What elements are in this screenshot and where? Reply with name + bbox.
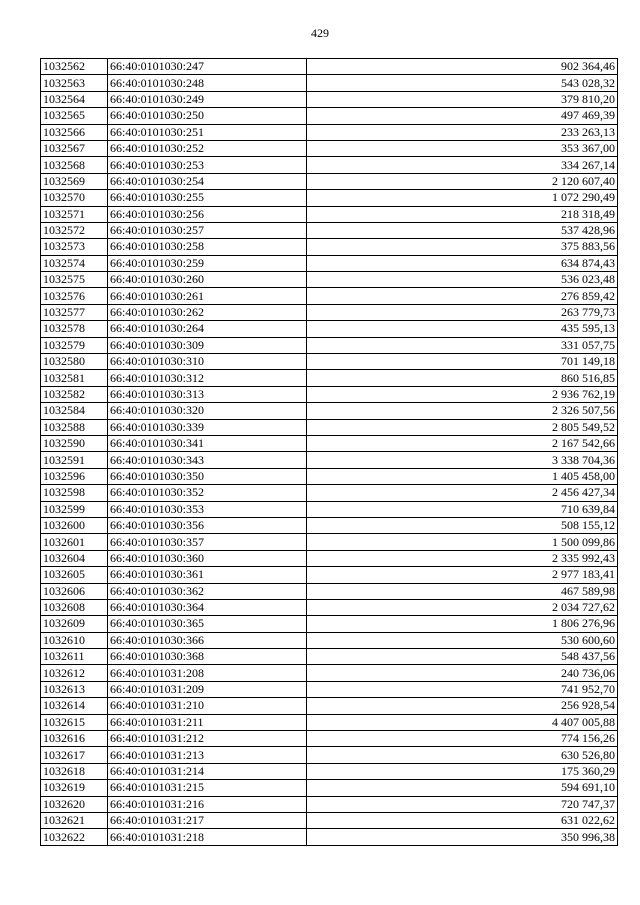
cadastral-value-cell: 630 526,80 xyxy=(307,747,618,763)
table-row xyxy=(41,517,618,533)
table-row xyxy=(41,288,618,304)
row-number-cell: 1032615 xyxy=(41,714,108,730)
table-row xyxy=(41,796,618,812)
cadastral-number-cell: 66:40:0101031:208 xyxy=(108,665,307,681)
cadastral-value-cell: 375 883,56 xyxy=(307,239,618,255)
cadastral-value-cell: 2 456 427,34 xyxy=(307,485,618,501)
row-number-cell: 1032619 xyxy=(41,780,108,796)
cadastral-value-cell: 1 500 099,86 xyxy=(307,534,618,550)
cadastral-value-cell: 1 806 276,96 xyxy=(307,616,618,632)
row-number-cell: 1032570 xyxy=(41,190,108,206)
cadastral-number-cell: 66:40:0101031:211 xyxy=(108,714,307,730)
cadastral-number-cell: 66:40:0101031:215 xyxy=(108,780,307,796)
cadastral-value-cell: 537 428,96 xyxy=(307,222,618,238)
row-number-cell: 1032574 xyxy=(41,255,108,271)
row-number-cell: 1032578 xyxy=(41,321,108,337)
row-number-cell: 1032606 xyxy=(41,583,108,599)
row-number-cell: 1032605 xyxy=(41,567,108,583)
cadastral-value-cell: 634 874,43 xyxy=(307,255,618,271)
row-number-cell: 1032601 xyxy=(41,534,108,550)
cadastral-number-cell: 66:40:0101030:343 xyxy=(108,452,307,468)
table-row xyxy=(41,649,618,665)
cadastral-number-cell: 66:40:0101030:258 xyxy=(108,239,307,255)
cadastral-value-cell: 467 589,98 xyxy=(307,583,618,599)
table-row xyxy=(41,812,618,828)
cadastral-value-cell: 543 028,32 xyxy=(307,75,618,91)
cadastral-number-cell: 66:40:0101030:248 xyxy=(108,75,307,91)
cadastral-value-cell: 860 516,85 xyxy=(307,370,618,386)
table-row xyxy=(41,780,618,796)
cadastral-number-cell: 66:40:0101030:365 xyxy=(108,616,307,632)
row-number-cell: 1032600 xyxy=(41,517,108,533)
cadastral-number-cell: 66:40:0101031:212 xyxy=(108,731,307,747)
table-row xyxy=(41,501,618,517)
table-row xyxy=(41,304,618,320)
cadastral-number-cell: 66:40:0101031:210 xyxy=(108,698,307,714)
cadastral-value-cell: 379 810,20 xyxy=(307,91,618,107)
row-number-cell: 1032567 xyxy=(41,140,108,156)
table-row xyxy=(41,665,618,681)
row-number-cell: 1032591 xyxy=(41,452,108,468)
cadastral-number-cell: 66:40:0101030:253 xyxy=(108,157,307,173)
table-row xyxy=(41,731,618,747)
table-row xyxy=(41,714,618,730)
row-number-cell: 1032622 xyxy=(41,829,108,845)
cadastral-number-cell: 66:40:0101030:320 xyxy=(108,403,307,419)
row-number-cell: 1032621 xyxy=(41,812,108,828)
cadastral-value-cell: 4 407 005,88 xyxy=(307,714,618,730)
cadastral-value-cell: 2 805 549,52 xyxy=(307,419,618,435)
cadastral-value-cell: 536 023,48 xyxy=(307,272,618,288)
cadastral-number-cell: 66:40:0101030:254 xyxy=(108,173,307,189)
row-number-cell: 1032569 xyxy=(41,173,108,189)
table-row xyxy=(41,419,618,435)
cadastral-number-cell: 66:40:0101030:262 xyxy=(108,304,307,320)
table-row xyxy=(41,435,618,451)
row-number-cell: 1032577 xyxy=(41,304,108,320)
cadastral-value-cell: 3 338 704,36 xyxy=(307,452,618,468)
cadastral-number-cell: 66:40:0101030:247 xyxy=(108,59,307,75)
table-row xyxy=(41,534,618,550)
cadastral-number-cell: 66:40:0101030:361 xyxy=(108,567,307,583)
cadastral-number-cell: 66:40:0101030:264 xyxy=(108,321,307,337)
cadastral-value-cell: 240 736,06 xyxy=(307,665,618,681)
row-number-cell: 1032573 xyxy=(41,239,108,255)
cadastral-value-cell: 276 859,42 xyxy=(307,288,618,304)
row-number-cell: 1032608 xyxy=(41,599,108,615)
table-row xyxy=(41,222,618,238)
table-row xyxy=(41,140,618,156)
cadastral-value-cell: 2 977 183,41 xyxy=(307,567,618,583)
cadastral-value-cell: 2 335 992,43 xyxy=(307,550,618,566)
row-number-cell: 1032614 xyxy=(41,698,108,714)
cadastral-value-cell: 594 691,10 xyxy=(307,780,618,796)
table-row xyxy=(41,567,618,583)
row-number-cell: 1032598 xyxy=(41,485,108,501)
cadastral-number-cell: 66:40:0101030:257 xyxy=(108,222,307,238)
table-row xyxy=(41,91,618,107)
table-row xyxy=(41,386,618,402)
cadastral-number-cell: 66:40:0101030:362 xyxy=(108,583,307,599)
cadastral-value-cell: 2 326 507,56 xyxy=(307,403,618,419)
cadastral-number-cell: 66:40:0101030:250 xyxy=(108,108,307,124)
table-row xyxy=(41,403,618,419)
table-row xyxy=(41,599,618,615)
cadastral-value-cell: 263 779,73 xyxy=(307,304,618,320)
table-row xyxy=(41,59,618,75)
cadastral-value-cell: 902 364,46 xyxy=(307,59,618,75)
cadastral-number-cell: 66:40:0101031:216 xyxy=(108,796,307,812)
row-number-cell: 1032582 xyxy=(41,386,108,402)
table-row xyxy=(41,157,618,173)
row-number-cell: 1032613 xyxy=(41,681,108,697)
row-number-cell: 1032579 xyxy=(41,337,108,353)
row-number-cell: 1032617 xyxy=(41,747,108,763)
row-number-cell: 1032588 xyxy=(41,419,108,435)
table-row xyxy=(41,190,618,206)
cadastral-number-cell: 66:40:0101031:218 xyxy=(108,829,307,845)
cadastral-value-cell: 331 057,75 xyxy=(307,337,618,353)
cadastral-value-cell: 353 367,00 xyxy=(307,140,618,156)
cadastral-number-cell: 66:40:0101030:261 xyxy=(108,288,307,304)
cadastral-number-cell: 66:40:0101030:350 xyxy=(108,468,307,484)
cadastral-number-cell: 66:40:0101030:255 xyxy=(108,190,307,206)
row-number-cell: 1032590 xyxy=(41,435,108,451)
row-number-cell: 1032565 xyxy=(41,108,108,124)
cadastral-value-cell: 530 600,60 xyxy=(307,632,618,648)
row-number-cell: 1032562 xyxy=(41,59,108,75)
cadastral-value-cell: 710 639,84 xyxy=(307,501,618,517)
row-number-cell: 1032581 xyxy=(41,370,108,386)
table-row xyxy=(41,173,618,189)
table-row xyxy=(41,239,618,255)
cadastral-value-cell: 497 469,39 xyxy=(307,108,618,124)
row-number-cell: 1032568 xyxy=(41,157,108,173)
table-row xyxy=(41,583,618,599)
row-number-cell: 1032616 xyxy=(41,731,108,747)
cadastral-number-cell: 66:40:0101031:213 xyxy=(108,747,307,763)
cadastral-value-cell: 1 072 290,49 xyxy=(307,190,618,206)
row-number-cell: 1032576 xyxy=(41,288,108,304)
cadastral-value-cell: 2 936 762,19 xyxy=(307,386,618,402)
cadastral-value-table xyxy=(40,58,618,846)
table-row xyxy=(41,206,618,222)
cadastral-value-cell: 435 595,13 xyxy=(307,321,618,337)
row-number-cell: 1032566 xyxy=(41,124,108,140)
cadastral-number-cell: 66:40:0101030:357 xyxy=(108,534,307,550)
cadastral-number-cell: 66:40:0101030:313 xyxy=(108,386,307,402)
table-row xyxy=(41,485,618,501)
table-row xyxy=(41,354,618,370)
cadastral-value-cell: 720 747,37 xyxy=(307,796,618,812)
table-row xyxy=(41,255,618,271)
row-number-cell: 1032599 xyxy=(41,501,108,517)
row-number-cell: 1032610 xyxy=(41,632,108,648)
table-row xyxy=(41,75,618,91)
row-number-cell: 1032596 xyxy=(41,468,108,484)
table-row xyxy=(41,829,618,845)
row-number-cell: 1032584 xyxy=(41,403,108,419)
cadastral-number-cell: 66:40:0101031:214 xyxy=(108,763,307,779)
row-number-cell: 1032571 xyxy=(41,206,108,222)
row-number-cell: 1032611 xyxy=(41,649,108,665)
cadastral-value-cell: 1 405 458,00 xyxy=(307,468,618,484)
cadastral-value-cell: 508 155,12 xyxy=(307,517,618,533)
cadastral-number-cell: 66:40:0101030:360 xyxy=(108,550,307,566)
row-number-cell: 1032575 xyxy=(41,272,108,288)
cadastral-number-cell: 66:40:0101030:341 xyxy=(108,435,307,451)
table-row xyxy=(41,452,618,468)
row-number-cell: 1032620 xyxy=(41,796,108,812)
cadastral-number-cell: 66:40:0101030:256 xyxy=(108,206,307,222)
table-row xyxy=(41,321,618,337)
cadastral-number-cell: 66:40:0101031:209 xyxy=(108,681,307,697)
cadastral-value-cell: 218 318,49 xyxy=(307,206,618,222)
cadastral-value-cell: 774 156,26 xyxy=(307,731,618,747)
cadastral-number-cell: 66:40:0101030:312 xyxy=(108,370,307,386)
table-row xyxy=(41,272,618,288)
table-row xyxy=(41,747,618,763)
row-number-cell: 1032563 xyxy=(41,75,108,91)
table-row xyxy=(41,124,618,140)
table-row xyxy=(41,468,618,484)
table-body xyxy=(41,59,618,846)
cadastral-value-cell: 701 149,18 xyxy=(307,354,618,370)
row-number-cell: 1032580 xyxy=(41,354,108,370)
cadastral-value-cell: 175 360,29 xyxy=(307,763,618,779)
cadastral-value-cell: 350 996,38 xyxy=(307,829,618,845)
table-row xyxy=(41,632,618,648)
table-row xyxy=(41,108,618,124)
cadastral-number-cell: 66:40:0101030:366 xyxy=(108,632,307,648)
table-row xyxy=(41,698,618,714)
cadastral-number-cell: 66:40:0101030:352 xyxy=(108,485,307,501)
row-number-cell: 1032609 xyxy=(41,616,108,632)
cadastral-value-cell: 741 952,70 xyxy=(307,681,618,697)
cadastral-number-cell: 66:40:0101030:353 xyxy=(108,501,307,517)
cadastral-number-cell: 66:40:0101030:249 xyxy=(108,91,307,107)
cadastral-value-cell: 631 022,62 xyxy=(307,812,618,828)
cadastral-number-cell: 66:40:0101030:356 xyxy=(108,517,307,533)
cadastral-value-cell: 2 120 607,40 xyxy=(307,173,618,189)
row-number-cell: 1032572 xyxy=(41,222,108,238)
table-row xyxy=(41,681,618,697)
cadastral-number-cell: 66:40:0101030:310 xyxy=(108,354,307,370)
cadastral-value-cell: 256 928,54 xyxy=(307,698,618,714)
row-number-cell: 1032604 xyxy=(41,550,108,566)
cadastral-number-cell: 66:40:0101030:339 xyxy=(108,419,307,435)
cadastral-number-cell: 66:40:0101030:259 xyxy=(108,255,307,271)
row-number-cell: 1032564 xyxy=(41,91,108,107)
row-number-cell: 1032618 xyxy=(41,763,108,779)
table-row xyxy=(41,763,618,779)
cadastral-number-cell: 66:40:0101030:364 xyxy=(108,599,307,615)
cadastral-number-cell: 66:40:0101030:368 xyxy=(108,649,307,665)
cadastral-number-cell: 66:40:0101030:252 xyxy=(108,140,307,156)
table-row xyxy=(41,370,618,386)
page-number: 429 xyxy=(311,26,329,40)
cadastral-number-cell: 66:40:0101031:217 xyxy=(108,812,307,828)
table-row xyxy=(41,550,618,566)
cadastral-value-cell: 233 263,13 xyxy=(307,124,618,140)
cadastral-number-cell: 66:40:0101030:309 xyxy=(108,337,307,353)
table-row xyxy=(41,616,618,632)
cadastral-number-cell: 66:40:0101030:251 xyxy=(108,124,307,140)
cadastral-value-cell: 548 437,56 xyxy=(307,649,618,665)
cadastral-value-cell: 2 034 727,62 xyxy=(307,599,618,615)
cadastral-value-cell: 334 267,14 xyxy=(307,157,618,173)
table-row xyxy=(41,337,618,353)
cadastral-number-cell: 66:40:0101030:260 xyxy=(108,272,307,288)
cadastral-value-cell: 2 167 542,66 xyxy=(307,435,618,451)
row-number-cell: 1032612 xyxy=(41,665,108,681)
